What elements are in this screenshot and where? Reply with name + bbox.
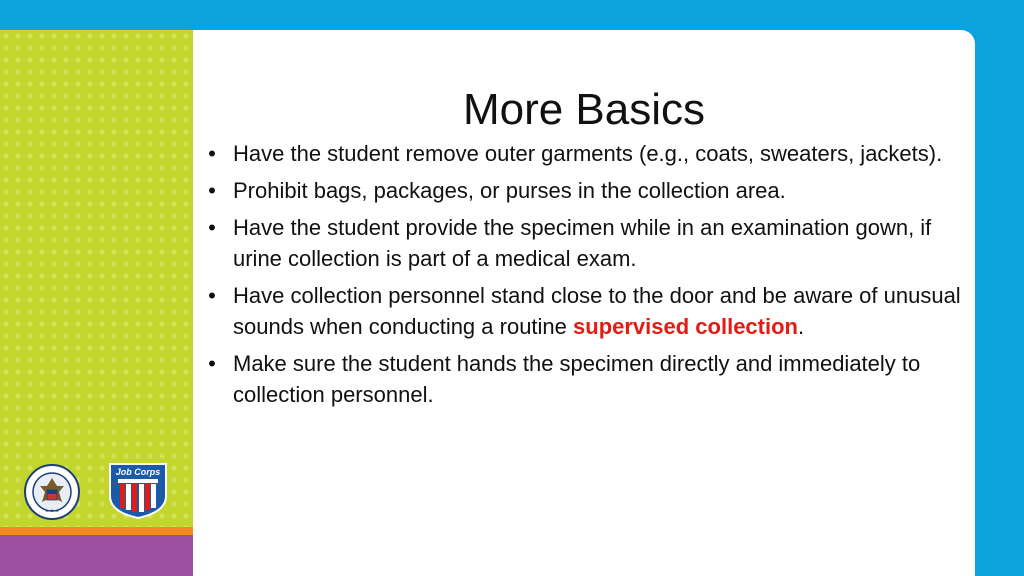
bullet-text: Make sure the student hands the specimen directly and immediately to collection personnel. <box>233 351 921 407</box>
content-card <box>193 30 975 576</box>
bullet-text: Have the student provide the specimen while in an examination gown, if urine collection is part of a medical exam. <box>233 215 932 271</box>
bullet-marker: • <box>208 215 216 240</box>
bullet-marker: • <box>208 283 216 308</box>
list-item <box>208 212 963 274</box>
svg-text:Job Corps: Job Corps <box>115 467 161 477</box>
list-item <box>208 175 963 206</box>
bullet-marker: • <box>208 351 216 376</box>
job-corps-shield-icon <box>106 462 170 520</box>
svg-text:★ ★ ★: ★ ★ ★ <box>44 508 60 513</box>
bullet-text: Have the student remove outer garments (e.g., coats, sweaters, jackets). <box>233 141 943 166</box>
list-item <box>208 138 963 169</box>
bullet-list <box>208 138 963 416</box>
list-item <box>208 348 963 410</box>
bullet-text-end: . <box>797 314 805 339</box>
list-item <box>208 280 963 342</box>
logo-area <box>22 462 172 520</box>
bullet-marker: • <box>208 178 216 203</box>
purple-band <box>0 535 193 576</box>
bullet-text: Prohibit bags, packages, or purses in the collection area. <box>233 178 786 203</box>
bullet-text: Have collection personnel stand close to the door and be aware of unusual sounds when conducting a routine <box>233 283 961 339</box>
orange-band <box>0 527 193 535</box>
slide-title: More Basics <box>462 85 706 134</box>
highlighted-term: supervised collection <box>573 314 798 339</box>
bullet-marker: • <box>208 141 216 166</box>
department-of-labor-seal-icon <box>24 464 80 520</box>
